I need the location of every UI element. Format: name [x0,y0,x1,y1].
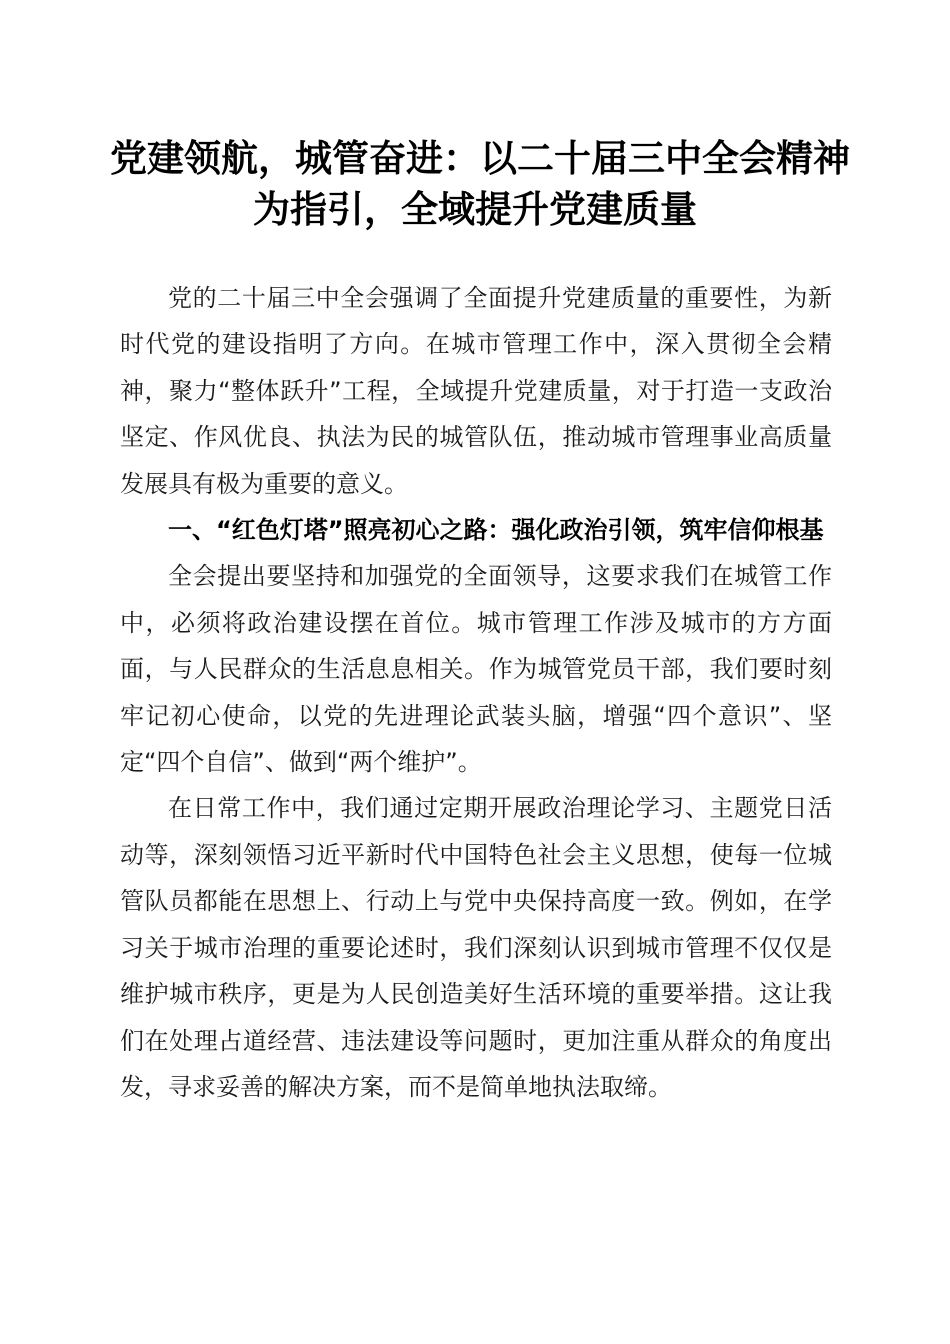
title-line-1: 党建领航，城管奋进：以二十届三中全会精神 [110,136,850,180]
intro-paragraph: 党的二十届三中全会强调了全面提升党建质量的重要性，为新时代党的建设指明了方向。在城市管理工作中，深入贯彻全会精神，聚力“整体跃升”工程，全域提升党建质量，对于打造一支政治坚定、作风优良、执法为民的城管队伍，推动城市管理事业高质量发展具有极为重要的意义。 [120,284,832,498]
body-paragraph: 全会提出要坚持和加强党的全面领导，这要求我们在城管工作中，必须将政治建设摆在首位。城市管理工作涉及城市的方方面面，与人民群众的生活息息相关。作为城管党员干部，我们要时刻牢记初心使命，以党的先进理论武装头脑，增强“四个意识”、坚定“四个自信”、做到“两个维护”。 [120,562,832,777]
document-title [110,133,850,235]
section-heading: 一、“红色灯塔”照亮初心之路：强化政治引领，筑牢信仰根基 [168,516,824,545]
body-paragraph: 在日常工作中，我们通过定期开展政治理论学习、主题党日活动等，深刻领悟习近平新时代中国特色社会主义思想，使每一位城管队员都能在思想上、行动上与党中央保持高度一致。例如，在学习关于城市治理的重要论述时，我们深刻认识到城市管理不仅仅是维护城市秩序，更是为人民创造美好生活环境的重要举措。这让我们在处理占道经营、违法建设等问题时，更加注重从群众的角度出发，寻求妥善的解决方案，而不是简单地执法取缔。 [120,794,832,1101]
title-line-2: 为指引，全域提升党建质量 [253,187,697,231]
document-body [120,275,832,1110]
